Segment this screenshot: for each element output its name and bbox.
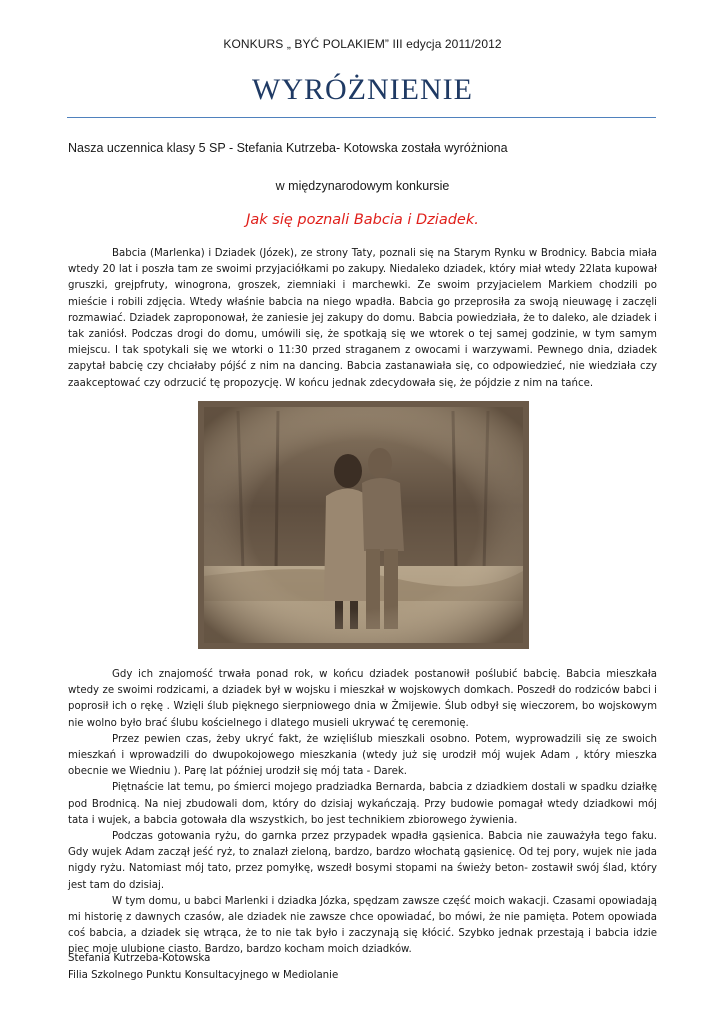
intro-line-1: Nasza uczennica klasy 5 SP - Stefania Kutrzeba- Kotowska została wyróżniona bbox=[68, 141, 508, 155]
paragraph: Piętnaście lat temu, po śmierci mojego pradziadka Bernarda, babcia z dziadkiem dostali w spadku działkę pod Brodnicą. Na niej zbudowali dom, który do dzisiaj wykańczają. Przy budowie pomagał wtedy dziadkowi mój tata i wujek, a babcia gotowała dla wszystkich, bo jest technikiem zbiorowego żywienia. bbox=[68, 782, 657, 826]
intro-line-2: w międzynarodowym konkursie bbox=[275, 179, 450, 193]
story-title: Jak się poznali Babcia i Dziadek. bbox=[246, 212, 479, 228]
author-signature bbox=[68, 950, 568, 984]
author-name: Stefania Kutrzeba-Kotowska bbox=[68, 953, 211, 964]
story-section-bottom bbox=[68, 667, 657, 959]
paragraph: Przez pewien czas, żeby ukryć fakt, że wzięliślub mieszkali osobno. Potem, wyprowadzili się ze swoich mieszkań i wprowadzili do dwupokojowego mieszkania (wtedy już się urodził mój wujek Adam , który mieszka obecnie we Wiedniu ). Parę lat później urodził się mój tata - Darek. bbox=[68, 733, 657, 778]
paragraph: Babcia (Marlenka) i Dziadek (Józek), ze strony Taty, poznali się na Starym Rynku w Brodnicy. Babcia miała wtedy 20 lat i poszła tam ze swoimi przyjaciółkami po zakupy. Niedaleko dziadek, który miał wtedy 22lata kupował gruszki, grejpfruty, winogrona, groszek, ziemniaki i marchewki. Ze swoim przyjacielem Markiem chodzili po mieście i robili zdjęcia. Wtedy właśnie babcia na niego wpadła. Babcia go przeprosiła za swoją nieuwagę i zaczęli rozmawiać. Dziadek zaproponował, że zaniesie jej zakupy do domu. Babcia powiedziała, że to daleko, ale dziadek i tak zaniósł. Podczas drogi do domu, umówili się, że spotkają się we wtorek o tej samej godzinie, w tym samym miejscu. I tak spotykali się we wtorki o 11:30 przed straganem z owocami i warzywami. Pewnego dnia, dziadek zapytał babcię czy chciałaby pójść z nim na dancing. Babcia zastanawiała się, co odpowiedzieć, nie wiedziała czy zaakceptować czy odrzucić tę propozycję. W końcu jednak zdecydowała się, że pójdzie z nim na tańce. bbox=[68, 248, 657, 389]
sepia-couple-photo bbox=[198, 401, 529, 649]
page-title: WYRÓŻNIENIE bbox=[252, 73, 473, 106]
author-school: Filia Szkolnego Punktu Konsultacyjnego w Mediolanie bbox=[68, 970, 339, 981]
story-section-top bbox=[68, 246, 657, 392]
contest-header: KONKURS „ BYĆ POLAKIEM” III edycja 2011/2012 bbox=[223, 37, 502, 51]
paragraph: Podczas gotowania ryżu, do garnka przez przypadek wpadła gąsienica. Babcia nie zauważyła tego faku. Gdy wujek Adam zaczął jeść ryż, to znalazł zieloną, bardzo, bardzo włochatą gąsienicę. Od tej pory, wujek nie jada nigdy ryżu. Natomiast mój tato, przez pomyłkę, wszedł bosymi stopami na świeży beton- zostawił swój ślad, który jest tam do dzisiaj. bbox=[68, 831, 657, 891]
paragraph: W tym domu, u babci Marlenki i dziadka Józka, spędzam zawsze część moich wakacji. Czasami opowiadają mi historię z dawnych czasów, ale dziadek nie zawsze chce opowiadać, bo mówi, że nie pamięta. Potem opowiada coś babcia, a dziadek się wtrąca, że to nie tak było i zaczynają się kłócić. Szybko jednak przestają i babcia idzie piec moje ulubione ciasto. Bardzo, bardzo kocham moich dziadków. bbox=[68, 895, 657, 956]
title-divider bbox=[67, 117, 656, 118]
paragraph: Gdy ich znajomość trwała ponad rok, w końcu dziadek postanowił poślubić babcię. Babcia mieszkała wtedy ze swoimi rodzicami, a dziadek był w wojsku i mieszkał w wojskowych domkach. Poszedł do rodziców babci i poprosił ich o rękę . Wzięli ślub pięknego sierpniowego dnia w Żmijewie. Ślub odbył się wieczorem, bo wojskowym nie wolno było brać ślubu kościelnego i dlatego musieli ukrywać tę ceremonię. bbox=[68, 669, 657, 729]
